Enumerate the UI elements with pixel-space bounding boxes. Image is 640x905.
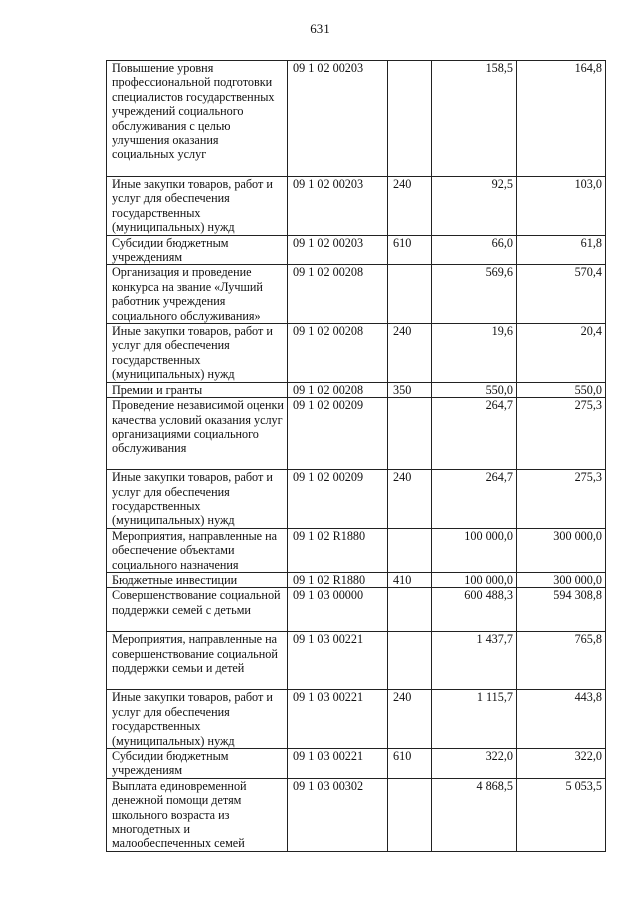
row-code: 09 1 02 00208 — [288, 265, 388, 324]
row-type — [388, 632, 432, 690]
row-value-1: 158,5 — [432, 61, 517, 177]
row-code: 09 1 02 00209 — [288, 398, 388, 470]
row-code: 09 1 03 00221 — [288, 748, 388, 778]
row-value-1: 92,5 — [432, 177, 517, 236]
row-value-2: 275,3 — [517, 398, 606, 470]
row-value-1: 100 000,0 — [432, 528, 517, 572]
table-row — [107, 398, 606, 470]
row-value-2: 5 053,5 — [517, 778, 606, 851]
row-value-1: 264,7 — [432, 398, 517, 470]
row-code: 09 1 03 00221 — [288, 690, 388, 749]
row-type: 240 — [388, 177, 432, 236]
row-code: 09 1 02 00208 — [288, 382, 388, 397]
table-row — [107, 265, 606, 324]
table-row — [107, 177, 606, 236]
row-value-2: 300 000,0 — [517, 528, 606, 572]
row-value-1: 66,0 — [432, 235, 517, 265]
row-value-2: 164,8 — [517, 61, 606, 177]
row-value-1: 19,6 — [432, 324, 517, 383]
row-value-1: 4 868,5 — [432, 778, 517, 851]
row-name: Премии и гранты — [107, 382, 288, 397]
row-value-2: 550,0 — [517, 382, 606, 397]
table-row — [107, 778, 606, 851]
row-code: 09 1 02 00208 — [288, 324, 388, 383]
table-row — [107, 748, 606, 778]
row-type: 240 — [388, 324, 432, 383]
row-code: 09 1 02 00209 — [288, 470, 388, 529]
table-row — [107, 690, 606, 749]
row-code: 09 1 02 00203 — [288, 61, 388, 177]
row-type: 240 — [388, 470, 432, 529]
row-name: Бюджетные инвестиции — [107, 572, 288, 587]
row-value-2: 594 308,8 — [517, 588, 606, 632]
row-value-1: 1 437,7 — [432, 632, 517, 690]
row-code: 09 1 03 00221 — [288, 632, 388, 690]
table-row — [107, 382, 606, 397]
row-name: Иные закупки товаров, работ и услуг для обеспечения государственных (муниципальных) нужд — [107, 324, 288, 383]
row-value-1: 322,0 — [432, 748, 517, 778]
row-name: Иные закупки товаров, работ и услуг для обеспечения государственных (муниципальных) нужд — [107, 177, 288, 236]
row-name: Субсидии бюджетным учреждениям — [107, 235, 288, 265]
row-name: Организация и проведение конкурса на звание «Лучший работник учреждения социального обслуживания» — [107, 265, 288, 324]
row-value-1: 569,6 — [432, 265, 517, 324]
row-value-2: 300 000,0 — [517, 572, 606, 587]
row-name: Иные закупки товаров, работ и услуг для обеспечения государственных (муниципальных) нужд — [107, 470, 288, 529]
row-value-1: 550,0 — [432, 382, 517, 397]
row-type — [388, 265, 432, 324]
row-type — [388, 588, 432, 632]
row-type: 350 — [388, 382, 432, 397]
table-row — [107, 528, 606, 572]
row-type — [388, 778, 432, 851]
row-name: Мероприятия, направленные на обеспечение объектами социального назначения — [107, 528, 288, 572]
row-name: Повышение уровня профессиональной подготовки специалистов государственных учреждений социального обслуживания с целью улучшения оказания социальных услуг — [107, 61, 288, 177]
row-type: 610 — [388, 235, 432, 265]
row-value-1: 100 000,0 — [432, 572, 517, 587]
row-value-2: 322,0 — [517, 748, 606, 778]
row-type — [388, 61, 432, 177]
table-row — [107, 324, 606, 383]
row-code: 09 1 02 00203 — [288, 177, 388, 236]
row-value-2: 443,8 — [517, 690, 606, 749]
table-row — [107, 572, 606, 587]
row-code: 09 1 02 R1880 — [288, 572, 388, 587]
row-code: 09 1 02 R1880 — [288, 528, 388, 572]
row-value-2: 570,4 — [517, 265, 606, 324]
row-name: Проведение независимой оценки качества условий оказания услуг организациями социального обслуживания — [107, 398, 288, 470]
row-type: 610 — [388, 748, 432, 778]
row-value-2: 20,4 — [517, 324, 606, 383]
row-name: Выплата единовременной денежной помощи детям школьного возраста из многодетных и малообеспеченных семей — [107, 778, 288, 851]
row-type — [388, 528, 432, 572]
page-number: 631 — [310, 21, 330, 36]
row-code: 09 1 03 00000 — [288, 588, 388, 632]
row-value-2: 765,8 — [517, 632, 606, 690]
row-type — [388, 398, 432, 470]
table-row — [107, 632, 606, 690]
row-name: Иные закупки товаров, работ и услуг для обеспечения государственных (муниципальных) нужд — [107, 690, 288, 749]
budget-table — [106, 60, 606, 852]
row-value-2: 103,0 — [517, 177, 606, 236]
table-row — [107, 235, 606, 265]
row-value-2: 61,8 — [517, 235, 606, 265]
table-row — [107, 588, 606, 632]
row-code: 09 1 03 00302 — [288, 778, 388, 851]
row-name: Мероприятия, направленные на совершенствование социальной поддержки семьи и детей — [107, 632, 288, 690]
table-row — [107, 470, 606, 529]
row-value-1: 600 488,3 — [432, 588, 517, 632]
row-value-1: 264,7 — [432, 470, 517, 529]
table-row — [107, 61, 606, 177]
row-value-2: 275,3 — [517, 470, 606, 529]
row-value-1: 1 115,7 — [432, 690, 517, 749]
row-name: Совершенствование социальной поддержки семей с детьми — [107, 588, 288, 632]
row-name: Субсидии бюджетным учреждениям — [107, 748, 288, 778]
row-code: 09 1 02 00203 — [288, 235, 388, 265]
row-type: 240 — [388, 690, 432, 749]
row-type: 410 — [388, 572, 432, 587]
